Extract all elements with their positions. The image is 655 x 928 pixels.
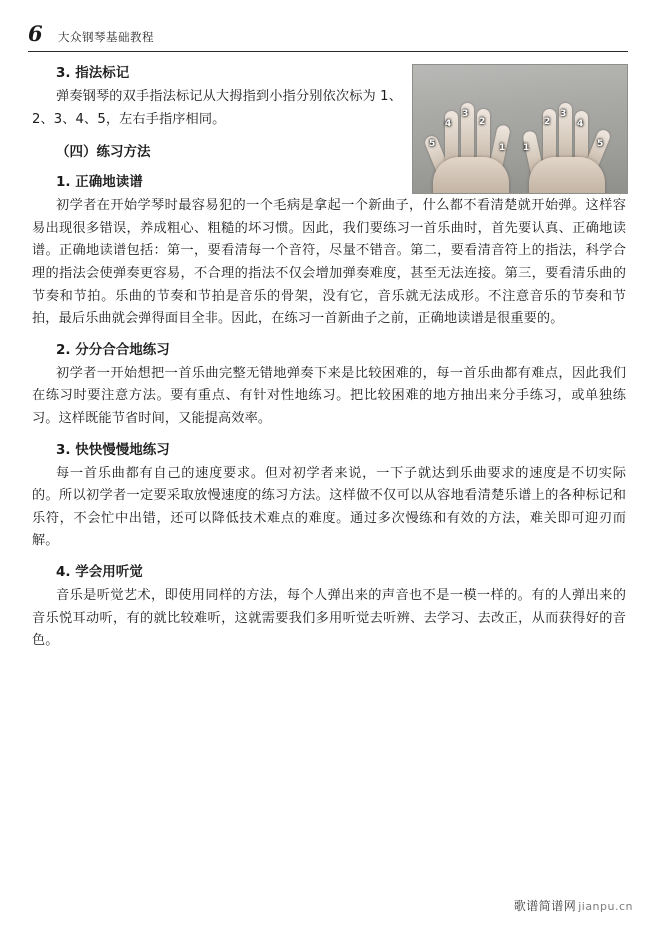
section-paragraph: 弹奏钢琴的双手指法标记从大拇指到小指分别依次标为 1、2、3、4、5，左右手指序相同。 [32, 89, 402, 127]
right-finger-label-3: 3 [560, 109, 567, 119]
section-practice-methods [32, 141, 626, 163]
section-heading: 3. 快快慢慢地练习 [56, 441, 170, 458]
page-number: 6 [28, 21, 43, 46]
section-use-hearing [32, 561, 626, 653]
section-paragraph: 初学者一开始想把一首乐曲完整无错地弹奏下来是比较困难的，每一首乐曲都有难点，因此我们在练习时要注意方法。要有重点、有针对性地练习。把比较困难的地方抽出来分手练习，或单独练习。这样既能节省时间，又能提高效率。 [32, 365, 626, 426]
section-heading: （四）练习方法 [56, 144, 151, 161]
section-paragraph: 初学者在开始学琴时最容易犯的一个毛病是拿起一个新曲子，什么都不看清楚就开始弹。这样容易出现很多错误，养成粗心、粗糙的坏习惯。因此，我们要练习一首乐曲时，首先要认真、正确地读谱。正确地读谱包括：第一，要看清每一个音符，尽量不错音。第二，要看清音符上的指法，科学合理的指法会使弹奏更容易，不合理的指法不仅会增加弹奏难度，甚至无法连接。第三，要看清乐曲的节奏和节拍。乐曲的节奏和节拍是音乐的骨架，没有它，音乐就无法成形。不注意音乐的节奏和节拍，最后乐曲就会弹得面目全非。因此，在练习一首新曲子之前，正确地读谱是很重要的。 [32, 198, 626, 327]
section-heading: 1. 正确地读谱 [56, 174, 143, 191]
section-fingering-marks [32, 62, 626, 131]
watermark [514, 897, 633, 914]
left-finger-label-3: 3 [462, 109, 469, 119]
right-finger-label-4: 4 [577, 119, 584, 129]
section-separate-combined-practice [32, 339, 626, 431]
left-finger-label-4: 4 [445, 119, 452, 129]
section-correct-reading [32, 171, 626, 331]
watermark-site: jianpu.cn [578, 900, 633, 913]
section-paragraph: 音乐是听觉艺术，即使用同样的方法，每个人弹出来的声音也不是一模一样的。有的人弹出来的音乐悦耳动听，有的就比较难听，这就需要我们多用听觉去听辨、去学习、去改正，从而获得好的音色。 [32, 587, 626, 649]
left-finger-label-5: 5 [429, 139, 436, 149]
right-finger-label-2: 2 [544, 117, 551, 127]
book-title: 大众钢琴基础教程 [58, 30, 154, 44]
header-divider [28, 51, 628, 52]
left-finger-label-1: 1 [499, 143, 506, 153]
left-finger-label-2: 2 [479, 117, 486, 127]
watermark-text: 歌谱简谱网 [513, 899, 577, 913]
page-content [32, 62, 626, 659]
section-heading: 4. 学会用听觉 [56, 563, 143, 580]
page-header [28, 22, 628, 52]
right-finger-label-5: 5 [597, 139, 604, 149]
section-heading: 2. 分分合合地练习 [56, 341, 170, 358]
section-heading: 3. 指法标记 [56, 65, 130, 81]
right-finger-label-1: 1 [523, 143, 530, 153]
section-fast-slow-practice [32, 439, 626, 553]
section-paragraph: 每一首乐曲都有自己的速度要求。但对初学者来说，一下子就达到乐曲要求的速度是不切实际的。所以初学者一定要采取放慢速度的练习方法。这样做不仅可以从容地看清楚乐谱上的各种标记和乐符，不会忙中出错，还可以降低技术难点的难度。通过多次慢练和有效的方法，难关即可迎刃而解。 [32, 465, 626, 549]
